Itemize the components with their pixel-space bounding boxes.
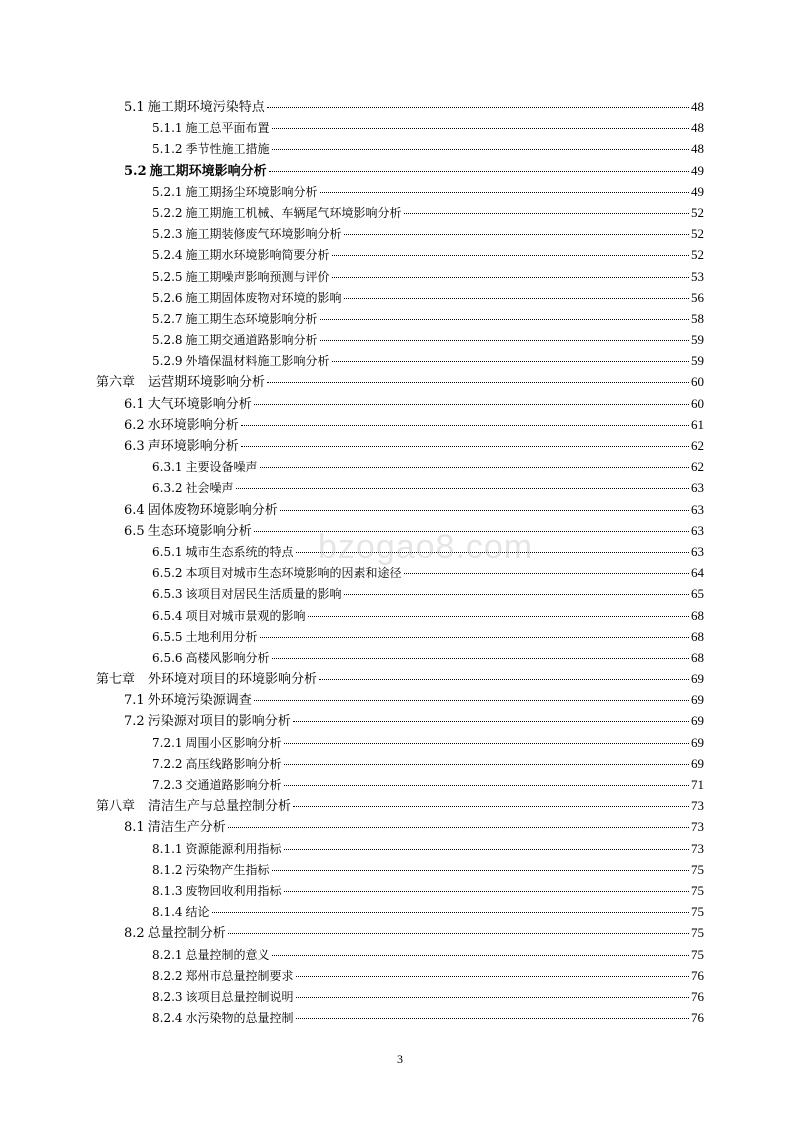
toc-dot-leader — [320, 191, 689, 193]
toc-entry-label — [152, 966, 294, 987]
toc-entry-page: 71 — [691, 777, 704, 792]
toc-entry-page: 73 — [691, 840, 704, 856]
toc-entry-number: 6.5.6 — [152, 650, 183, 665]
toc-entry-label — [152, 902, 210, 923]
toc-dot-leader — [320, 339, 689, 341]
toc-entry-label — [152, 288, 342, 309]
toc-entry-title: 水环境影响分析 — [147, 417, 239, 433]
toc-entry-title: 总量控制的意义 — [185, 947, 270, 962]
toc-dot-leader — [228, 826, 689, 828]
toc-subsection-entry[interactable] — [96, 753, 704, 774]
toc-subsection-entry[interactable] — [96, 1007, 704, 1028]
toc-entry-number: 6.3.2 — [152, 481, 183, 496]
toc-entry-title: 资源能源利用指标 — [185, 841, 282, 856]
toc-entry-number: 7.2.2 — [152, 756, 183, 771]
toc-subsection-entry[interactable] — [96, 202, 704, 223]
toc-entry-title: 高压线路影响分析 — [185, 756, 282, 771]
toc-entry-number: 7.1 — [124, 693, 145, 709]
toc-section-entry[interactable] — [96, 816, 704, 837]
toc-entry-title: 施工期扬尘环境影响分析 — [185, 184, 318, 199]
toc-entry-title: 施工期装修废气环境影响分析 — [185, 227, 342, 242]
toc-entry-number: 6.5.1 — [152, 544, 183, 559]
toc-section-entry[interactable] — [96, 689, 704, 710]
toc-entry-title: 清洁生产分析 — [147, 820, 226, 836]
toc-entry-label — [124, 97, 265, 118]
toc-entry-page: 62 — [691, 438, 704, 453]
toc-entry-number: 6.5.5 — [152, 629, 183, 644]
toc-entry-page: 63 — [691, 501, 704, 517]
toc-section-entry[interactable] — [96, 922, 704, 943]
toc-entry-label — [152, 245, 330, 266]
toc-entry-label — [124, 521, 252, 542]
toc-entry-label — [152, 1008, 294, 1029]
toc-subsection-entry[interactable] — [96, 605, 704, 626]
toc-dot-leader — [296, 975, 689, 977]
toc-section-entry[interactable] — [96, 96, 704, 117]
toc-dot-leader — [293, 805, 689, 807]
toc-entry-title: 施工期噪声影响预测与评价 — [185, 269, 330, 284]
toc-entry-page: 73 — [691, 798, 704, 814]
toc-entry-page: 56 — [691, 289, 704, 305]
toc-entry-page: 48 — [691, 120, 704, 136]
toc-entry-page: 68 — [691, 628, 704, 644]
toc-entry-label — [124, 436, 239, 457]
toc-dot-leader — [404, 212, 689, 214]
toc-entry-page: 52 — [691, 247, 704, 263]
toc-subsection-entry[interactable] — [96, 901, 704, 922]
toc-entry-number: 5.2.3 — [152, 227, 183, 242]
toc-entry-label — [96, 372, 265, 393]
toc-entry-label — [124, 817, 226, 838]
toc-entry-number: 第八章 — [96, 799, 136, 815]
toc-entry-title: 该项目对居民生活质量的影响 — [185, 587, 342, 602]
toc-entry-number: 7.2.1 — [152, 735, 183, 750]
toc-entry-number: 6.5.2 — [152, 566, 183, 581]
toc-dot-leader — [332, 360, 689, 362]
toc-entry-number: 5.2.4 — [152, 248, 183, 263]
toc-entry-title: 本项目对城市生态环境影响的因素和途径 — [185, 566, 402, 581]
toc-entry-number: 8.1 — [124, 820, 145, 836]
toc-entry-title: 运营期环境影响分析 — [148, 375, 266, 391]
toc-entry-page: 75 — [691, 882, 704, 898]
toc-section-entry[interactable] — [96, 414, 704, 435]
toc-entry-title: 土地利用分析 — [185, 629, 258, 644]
toc-section-entry[interactable] — [96, 160, 704, 181]
toc-entry-number: 6.4 — [124, 502, 145, 518]
toc-dot-leader — [344, 297, 689, 299]
toc-entry-page: 76 — [691, 967, 704, 983]
toc-entry-label — [152, 775, 282, 796]
toc-entry-page: 61 — [691, 416, 704, 432]
toc-entry-number: 5.1.1 — [152, 121, 183, 136]
toc-subsection-entry[interactable] — [96, 583, 704, 604]
toc-entry-page: 69 — [691, 755, 704, 771]
toc-entry-label — [152, 733, 282, 754]
toc-entry-title: 污染源对项目的影响分析 — [147, 714, 291, 730]
toc-dot-leader — [404, 572, 689, 574]
toc-entry-label — [124, 711, 291, 732]
toc-entry-number: 6.3 — [124, 439, 145, 454]
toc-subsection-entry[interactable] — [96, 859, 704, 880]
toc-entry-number: 6.5 — [124, 523, 145, 539]
toc-dot-leader — [332, 254, 689, 256]
toc-entry-title: 施工期施工机械、车辆尾气环境影响分析 — [185, 205, 402, 220]
toc-subsection-entry[interactable] — [96, 774, 704, 795]
toc-entry-number: 8.1.3 — [152, 883, 183, 898]
toc-dot-leader — [284, 890, 689, 892]
toc-entry-label — [124, 690, 252, 711]
toc-entry-number: 5.2.9 — [152, 354, 183, 369]
toc-dot-leader — [344, 593, 689, 595]
toc-subsection-entry[interactable] — [96, 626, 704, 647]
toc-entry-title: 交通道路影响分析 — [185, 778, 282, 792]
toc-chapter-entry[interactable] — [96, 795, 704, 816]
toc-entry-page: 62 — [691, 459, 704, 475]
toc-entry-page: 64 — [691, 565, 704, 581]
toc-subsection-entry[interactable] — [96, 944, 704, 965]
toc-entry-title: 施工期水环境影响简要分析 — [185, 248, 330, 263]
toc-entry-title: 大气环境影响分析 — [147, 396, 252, 412]
toc-dot-leader — [241, 424, 689, 426]
toc-dot-leader — [284, 848, 689, 850]
toc-section-entry[interactable] — [96, 435, 704, 456]
toc-subsection-entry[interactable] — [96, 732, 704, 753]
toc-entry-number: 8.1.4 — [152, 905, 183, 920]
toc-dot-leader — [236, 487, 689, 489]
toc-entry-number: 8.2.2 — [152, 968, 183, 983]
toc-entry-title: 废物回收利用指标 — [185, 883, 282, 898]
toc-dot-leader — [272, 657, 689, 659]
toc-entry-label — [152, 309, 318, 330]
toc-entry-label — [124, 500, 278, 521]
toc-entry-page: 65 — [691, 586, 704, 602]
toc-dot-leader — [272, 148, 689, 150]
toc-subsection-entry[interactable] — [96, 965, 704, 986]
toc-entry-page: 52 — [691, 226, 704, 242]
toc-entry-page: 58 — [691, 310, 704, 326]
toc-section-entry[interactable] — [96, 710, 704, 731]
toc-entry-page: 48 — [691, 99, 704, 114]
toc-entry-number: 6.2 — [124, 417, 145, 433]
toc-entry-number: 5.2.6 — [152, 290, 183, 305]
toc-entry-label — [152, 754, 282, 775]
toc-dot-leader — [332, 276, 689, 278]
toc-entry-title: 高楼风影响分析 — [185, 650, 270, 665]
toc-entry-number: 6.5.4 — [152, 608, 183, 623]
toc-entry-number: 5.2.2 — [152, 205, 183, 220]
toc-entry-title: 外墙保温材料施工影响分析 — [185, 354, 330, 369]
toc-entry-page: 69 — [691, 692, 704, 708]
watermark: bzogao8.com — [318, 528, 534, 566]
toc-entry-label — [152, 267, 330, 288]
toc-entry-label — [152, 118, 270, 139]
toc-entry-title: 施工期环境影响分析 — [149, 163, 267, 179]
toc-dot-leader — [284, 742, 689, 744]
toc-chapter-entry[interactable] — [96, 371, 704, 392]
toc-subsection-entry[interactable] — [96, 287, 704, 308]
toc-entry-label — [124, 415, 239, 436]
toc-entry-page: 69 — [691, 734, 704, 750]
toc-entry-label — [152, 648, 270, 669]
toc-entry-title: 生态环境影响分析 — [147, 523, 252, 539]
toc-entry-page: 76 — [691, 1010, 704, 1026]
toc-subsection-entry[interactable] — [96, 117, 704, 138]
toc-subsection-entry[interactable] — [96, 329, 704, 350]
toc-entry-page: 63 — [691, 522, 704, 538]
toc-dot-leader — [267, 106, 689, 108]
toc-entry-label — [152, 606, 306, 627]
toc-entry-label — [152, 182, 318, 203]
toc-dot-leader — [272, 954, 689, 956]
toc-entry-title: 清洁生产与总量控制分析 — [148, 799, 292, 815]
toc-subsection-entry[interactable] — [96, 244, 704, 265]
toc-entry-title: 郑州市总量控制要求 — [185, 968, 294, 983]
toc-entry-label — [152, 478, 234, 499]
toc-entry-page: 49 — [691, 162, 704, 178]
toc-subsection-entry[interactable] — [96, 880, 704, 901]
toc-dot-leader — [260, 636, 689, 638]
toc-entry-page: 69 — [691, 671, 704, 687]
toc-entry-label — [152, 351, 330, 372]
toc-dot-leader — [260, 466, 689, 468]
toc-entry-number: 5.2 — [124, 163, 147, 179]
toc-entry-title: 施工期固体废物对环境的影响 — [185, 290, 342, 305]
toc-entry-label — [96, 669, 317, 690]
toc-entry-title: 污染物产生指标 — [185, 862, 270, 877]
toc-entry-title: 城市生态系统的特点 — [185, 544, 294, 559]
toc-entry-page: 75 — [691, 925, 704, 941]
toc-dot-leader — [344, 233, 689, 235]
toc-entry-number: 7.2.3 — [152, 778, 183, 792]
toc-entry-number: 5.1.2 — [152, 142, 183, 157]
toc-entry-number: 8.2.4 — [152, 1011, 183, 1026]
toc-subsection-entry[interactable] — [96, 138, 704, 159]
toc-entry-page: 63 — [691, 543, 704, 559]
toc-entry-label — [152, 987, 294, 1008]
toc-subsection-entry[interactable] — [96, 181, 704, 202]
toc-entry-page: 59 — [691, 332, 704, 348]
toc-subsection-entry[interactable] — [96, 477, 704, 498]
toc-entry-label — [152, 330, 318, 351]
toc-section-entry[interactable] — [96, 499, 704, 520]
toc-entry-label — [152, 224, 342, 245]
toc-entry-page: 60 — [691, 374, 704, 390]
toc-entry-title: 季节性施工措施 — [185, 142, 270, 157]
toc-entry-label — [124, 923, 226, 944]
toc-dot-leader — [228, 932, 689, 934]
toc-dot-leader — [267, 381, 689, 383]
toc-entry-number: 5.2.8 — [152, 333, 183, 348]
toc-entry-page: 53 — [691, 268, 704, 284]
toc-entry-label — [152, 584, 342, 605]
toc-subsection-entry[interactable] — [96, 647, 704, 668]
toc-entry-number: 5.2.1 — [152, 184, 183, 199]
toc-entry-page: 75 — [691, 946, 704, 962]
toc-entry-number: 6.5.3 — [152, 587, 183, 602]
toc-entry-page: 75 — [691, 861, 704, 877]
toc-entry-number: 7.2 — [124, 714, 145, 730]
toc-entry-title: 社会噪声 — [185, 481, 234, 496]
toc-dot-leader — [241, 445, 689, 447]
toc-entry-page: 48 — [691, 141, 704, 157]
toc-dot-leader — [293, 720, 689, 722]
toc-entry-page: 49 — [691, 183, 704, 199]
toc-dot-leader — [254, 699, 689, 701]
toc-entry-number: 6.1 — [124, 396, 145, 412]
toc-dot-leader — [280, 509, 689, 511]
toc-entry-label — [152, 860, 270, 881]
toc-chapter-entry[interactable] — [96, 668, 704, 689]
toc-entry-page: 52 — [691, 204, 704, 220]
toc-entry-number: 5.2.5 — [152, 269, 183, 284]
toc-entry-label — [96, 796, 291, 817]
toc-subsection-entry[interactable] — [96, 266, 704, 287]
toc-entry-label — [152, 881, 282, 902]
toc-entry-page: 63 — [691, 480, 704, 496]
toc-subsection-entry[interactable] — [96, 456, 704, 477]
toc-entry-number: 8.1.1 — [152, 841, 183, 856]
toc-dot-leader — [319, 678, 689, 680]
toc-dot-leader — [254, 403, 689, 405]
toc-entry-label — [152, 627, 258, 648]
toc-entry-title: 固体废物环境影响分析 — [147, 502, 278, 518]
toc-entry-page: 68 — [691, 607, 704, 623]
toc-entry-title: 外环境污染源调查 — [147, 693, 252, 709]
toc-entry-number: 8.1.2 — [152, 862, 183, 877]
toc-dot-leader — [308, 615, 689, 617]
toc-entry-page: 59 — [691, 353, 704, 369]
toc-entry-number: 5.2.7 — [152, 311, 183, 326]
toc-entry-title: 周围小区影响分析 — [185, 735, 282, 750]
toc-entry-label — [152, 839, 282, 860]
toc-dot-leader — [284, 763, 689, 765]
toc-entry-label — [152, 203, 402, 224]
toc-entry-title: 施工期环境污染特点 — [147, 100, 265, 115]
toc-entry-page: 73 — [691, 819, 704, 835]
toc-entry-title: 该项目总量控制说明 — [185, 989, 294, 1004]
toc-entry-page: 68 — [691, 649, 704, 665]
toc-dot-leader — [320, 318, 689, 320]
toc-entry-number: 第七章 — [96, 672, 136, 688]
toc-entry-title: 主要设备噪声 — [185, 460, 258, 475]
toc-entry-title: 外环境对项目的环境影响分析 — [148, 672, 318, 688]
toc-entry-page: 76 — [691, 988, 704, 1004]
toc-entry-page: 60 — [691, 395, 704, 411]
toc-subsection-entry[interactable] — [96, 986, 704, 1007]
toc-dot-leader — [296, 1017, 689, 1019]
toc-dot-leader — [272, 127, 689, 129]
toc-entry-label — [152, 542, 294, 563]
toc-entry-title: 声环境影响分析 — [147, 439, 239, 454]
toc-dot-leader — [212, 911, 689, 913]
toc-entry-label — [152, 945, 270, 966]
toc-entry-title: 施工总平面布置 — [185, 121, 270, 136]
toc-entry-number: 8.2 — [124, 926, 145, 942]
toc-subsection-entry[interactable] — [96, 838, 704, 859]
toc-entry-page: 69 — [691, 713, 704, 729]
toc-dot-leader — [296, 996, 689, 998]
toc-dot-leader — [272, 869, 689, 871]
toc-entry-label — [152, 139, 270, 160]
toc-entry-title: 项目对城市景观的影响 — [185, 608, 306, 623]
toc-entry-number: 6.3.1 — [152, 460, 183, 475]
toc-entry-number: 第六章 — [96, 375, 136, 391]
page-number: 3 — [397, 1052, 403, 1066]
toc-entry-label — [124, 161, 267, 182]
toc-entry-label — [152, 457, 258, 478]
toc-entry-title: 总量控制分析 — [147, 926, 226, 942]
toc-entry-label — [124, 394, 252, 415]
toc-entry-title: 结论 — [185, 905, 210, 920]
toc-entry-page: 75 — [691, 904, 704, 920]
toc-entry-title: 施工期生态环境影响分析 — [185, 311, 318, 326]
toc-section-entry[interactable] — [96, 393, 704, 414]
toc-subsection-entry[interactable] — [96, 223, 704, 244]
toc-subsection-entry[interactable] — [96, 350, 704, 371]
toc-entry-number: 5.1 — [124, 100, 145, 115]
toc-dot-leader — [284, 784, 689, 786]
toc-entry-title: 施工期交通道路影响分析 — [185, 333, 318, 348]
toc-dot-leader — [269, 170, 689, 172]
toc-entry-number: 8.2.1 — [152, 947, 183, 962]
toc-entry-title: 水污染物的总量控制 — [185, 1011, 294, 1026]
toc-entry-number: 8.2.3 — [152, 989, 183, 1004]
toc-subsection-entry[interactable] — [96, 308, 704, 329]
